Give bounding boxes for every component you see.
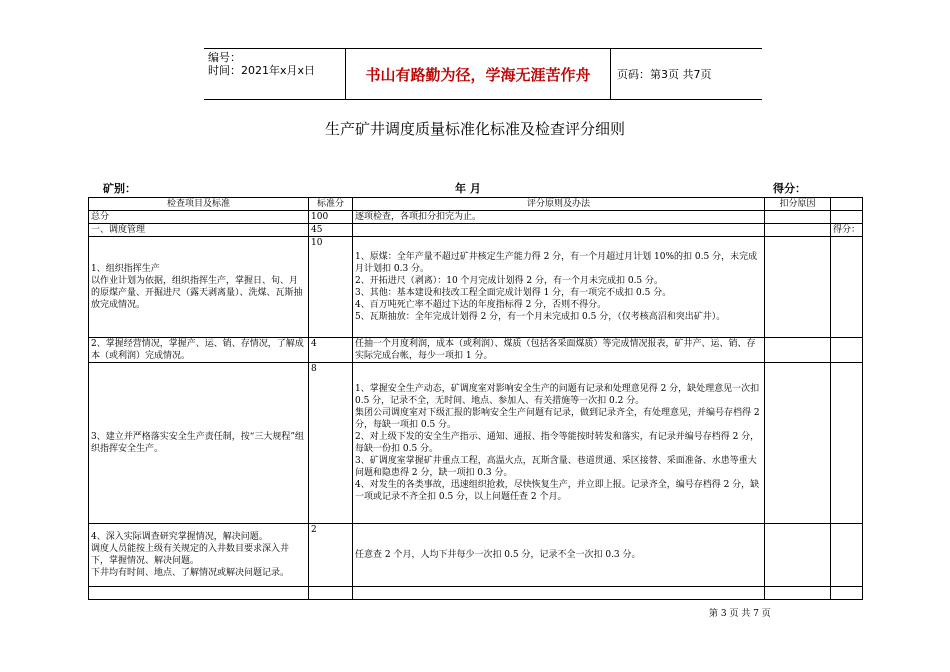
item-cell: 2、掌握经营情况，掌握产、运、销、存情况，了解成本（或利润）完成情况。 (89, 338, 309, 363)
method-cell: 任抽一个月度利润，成本（或利润）、煤质（包括各采面煤质）等完成情况报表，矿井产、运、销、存实际完成台帐，每少一项扣 1 分。 (353, 338, 765, 363)
item-cell: 3、建立并严格落实安全生产责任制，按“三大规程”组织指挥安全生产。 (89, 363, 309, 524)
total-score: 100 (309, 211, 353, 224)
score-label: 得分： (773, 182, 806, 195)
scoring-table (88, 197, 863, 600)
header-slogan: 书山有路勤为径，学海无涯苦作舟 (345, 49, 611, 99)
column-header-method: 评分原则及办法 (353, 198, 765, 211)
column-header-blank (831, 198, 863, 211)
document-number-label: 编号： (208, 51, 241, 64)
score-cell: 8 (309, 363, 353, 524)
header-page-info: 页码：第3页 共7页 (617, 68, 712, 81)
column-header-deduction: 扣分原因 (765, 198, 831, 211)
section-score: 45 (309, 224, 353, 237)
method-cell: 1、掌握安全生产动态，矿调度室对影响安全生产的问题有记录和处理意见得 2 分，缺处理意见一次扣 0.5 分，记录不全，无时间、地点、参加人、有关措施等一次扣 0.2 分。 集团公司调度室对下级汇报的影响安全生产问题有记录，做到记录齐全，有处理意见，并编号存档得 2 分，每缺一项扣 0.5 分。 2、对上级下发的安全生产指示、通知、通报、指令等能按时转发和落实，有记录并编号存档得 2 分，每缺一份扣 0.5 分。 3、矿调度室掌握矿井重点工程，高温火点，瓦斯含量、巷道贯通、采区接替、采面准备、水患等重大问题和隐患得 2 分，缺一项扣 0.3 分。 4、对发生的各类事故，迅速组织抢救，尽快恢复生产，并立即上报。记录齐全，编号存档得 2 分，缺一项或记录不齐全扣 0.5 分，以上问题任查 2 个月。 (353, 363, 765, 524)
document-time-label: 时间：2021年x月x日 (208, 64, 316, 77)
date-label: 年 月 (455, 182, 481, 195)
section-score-field: 得分： (831, 224, 863, 237)
table-row (89, 363, 863, 524)
item-cell: 1、组织指挥生产 以作业计划为依据，组织指挥生产，掌握日、旬、月的原煤产量、开掘进尺（露天剥离量）、洗煤、瓦斯抽放完成情况。 (89, 237, 309, 338)
total-label: 总分 (89, 211, 309, 224)
page-footer: 第 3 页 共 7 页 (709, 609, 771, 619)
header-info-cell (204, 49, 342, 99)
method-cell: 任意查 2 个月，人均下井每少一次扣 0.5 分，记录不全一次扣 0.3 分。 (353, 524, 765, 587)
table-row (89, 524, 863, 587)
section-label: 一、调度管理 (89, 224, 309, 237)
column-header-item: 检查项目及标准 (89, 198, 309, 211)
section-row (89, 224, 863, 237)
score-cell: 10 (309, 237, 353, 338)
item-cell: 4、深入实际调查研究掌握情况，解决问题。 调度人员能按上级有关规定的入井数目要求深入井下，掌握情况、解决问题。 下井均有时间、地点、了解情况或解决问题记录。 (89, 524, 309, 587)
mine-label: 矿别： (103, 182, 136, 195)
page-header (204, 48, 762, 100)
table-row (89, 587, 863, 600)
method-cell: 1、原煤：全年产量不超过矿井核定生产能力得 2 分，有一个月超过月计划 10%的扣 0.5 分，未完成月计划扣 0.3 分。 2、开拓进尺（剥离）：10 个月完成计划得 2 分，有一个月未完成扣 0.5 分。 3、其他：基本建设和技改工程全面完成计划得 1 分，有一项完不成扣 0.5 分。 4、百万吨死亡率不超过下达的年度指标得 2 分，否则不得分。 5、瓦斯抽放：全年完成计划得 2 分，有一个月未完成扣 0.5 分，（仅考核高沼和突出矿井）。 (353, 237, 765, 338)
score-cell: 4 (309, 338, 353, 363)
document-title: 生产矿井调度质量标准化标准及检查评分细则 (324, 120, 625, 138)
total-method: 逐项检查，各项扣分扣完为止。 (353, 211, 765, 224)
score-cell: 2 (309, 524, 353, 587)
table-row (89, 237, 863, 338)
column-header-score: 标准分 (309, 198, 353, 211)
table-header-row (89, 198, 863, 211)
table-row (89, 338, 863, 363)
total-row (89, 211, 863, 224)
